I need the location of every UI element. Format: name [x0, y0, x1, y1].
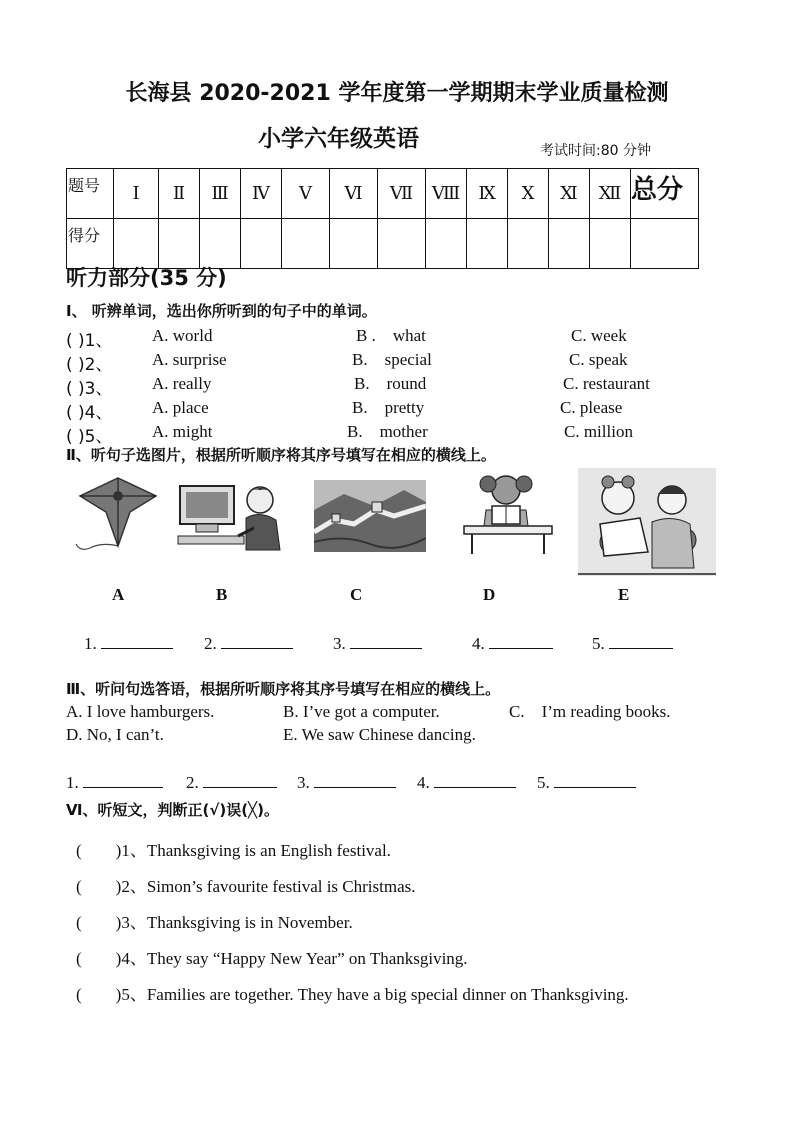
answer-bracket[interactable]: ( )2、	[66, 355, 113, 375]
answer-bracket[interactable]: ( )4、	[66, 403, 113, 423]
part2-blank-4[interactable]	[472, 632, 553, 654]
answer-line[interactable]	[83, 771, 163, 788]
question-number-label: 题号	[67, 169, 114, 219]
kite-picture	[72, 472, 164, 552]
blank-number: 1.	[84, 634, 97, 653]
score-cell[interactable]	[590, 219, 631, 269]
answer-line[interactable]	[434, 771, 516, 788]
col-11: Ⅺ	[549, 169, 590, 219]
great-wall-picture	[314, 480, 426, 552]
blank-number: 4.	[472, 634, 485, 653]
answer-bracket[interactable]: ( )5、	[66, 427, 113, 447]
answer-line[interactable]	[203, 771, 277, 788]
picture-label-c: C	[350, 585, 363, 604]
picture-label-d: D	[483, 585, 496, 604]
score-cell[interactable]	[114, 219, 159, 269]
children-picture	[578, 468, 716, 576]
answer-line[interactable]	[489, 632, 553, 649]
score-cell[interactable]	[200, 219, 241, 269]
picture-label-a: A	[112, 585, 125, 604]
option-c: C. million	[564, 422, 633, 441]
option-a: A. might	[152, 422, 213, 441]
option-b: B . what	[356, 326, 426, 345]
answer-line[interactable]	[221, 632, 293, 649]
exam-subtitle: 小学六年级英语	[258, 126, 419, 152]
answer-line[interactable]	[101, 632, 173, 649]
blank-number: 5.	[592, 634, 605, 653]
col-12: Ⅻ	[590, 169, 631, 219]
option-c: C. please	[560, 398, 623, 417]
option-b: B. round	[354, 374, 427, 393]
col-7: Ⅶ	[378, 169, 426, 219]
part3-heading: Ⅲ、听问句选答语，根据所听顺序将其序号填写在相应的横线上。	[66, 680, 501, 698]
blank-number: 1.	[66, 773, 79, 792]
exam-time: 考试时间:80 分钟	[540, 143, 651, 159]
score-cell[interactable]	[241, 219, 282, 269]
true-false-item[interactable]: ( )1、Thanksgiving is an English festival.	[76, 841, 391, 860]
option-c: C. week	[571, 326, 627, 345]
col-5: Ⅴ	[282, 169, 330, 219]
picture-label-b: B	[216, 585, 228, 604]
answer-option-c: C. I’m reading books.	[509, 702, 671, 721]
part3-blank-2[interactable]	[186, 771, 277, 793]
blank-number: 3.	[297, 773, 310, 792]
answer-line[interactable]	[554, 771, 636, 788]
score-table-score-row	[67, 219, 699, 269]
part2-blank-3[interactable]	[333, 632, 422, 654]
option-c: C. speak	[569, 350, 628, 369]
col-2: Ⅱ	[159, 169, 200, 219]
score-cell[interactable]	[508, 219, 549, 269]
part1-heading: Ⅰ、 听辨单词，选出你所听到的句子中的单词。	[66, 302, 377, 320]
score-cell[interactable]	[159, 219, 200, 269]
answer-bracket[interactable]: ( )1、	[66, 331, 113, 351]
col-10: Ⅹ	[508, 169, 549, 219]
reading-picture	[462, 470, 554, 556]
score-table	[66, 168, 699, 269]
col-3: Ⅲ	[200, 169, 241, 219]
col-1: Ⅰ	[114, 169, 159, 219]
score-label: 得分	[67, 219, 114, 269]
blank-number: 2.	[186, 773, 199, 792]
score-cell[interactable]	[378, 219, 426, 269]
part3-blank-5[interactable]	[537, 771, 636, 793]
blank-number: 2.	[204, 634, 217, 653]
answer-line[interactable]	[314, 771, 396, 788]
answer-line[interactable]	[350, 632, 422, 649]
blank-number: 4.	[417, 773, 430, 792]
true-false-item[interactable]: ( )4、They say “Happy New Year” on Thanksgiving.	[76, 949, 468, 968]
answer-option-a: A. I love hamburgers.	[66, 702, 215, 721]
option-a: A. surprise	[152, 350, 227, 369]
part3-blank-4[interactable]	[417, 771, 516, 793]
picture-label-e: E	[618, 585, 630, 604]
part4-heading: Ⅵ、听短文，判断正(√)误(╳)。	[66, 801, 279, 819]
option-a: A. really	[152, 374, 212, 393]
col-8: Ⅷ	[426, 169, 467, 219]
answer-option-d: D. No, I can’t.	[66, 725, 164, 744]
blank-number: 3.	[333, 634, 346, 653]
part2-blank-5[interactable]	[592, 632, 673, 654]
true-false-item[interactable]: ( )2、Simon’s favourite festival is Christmas.	[76, 877, 416, 896]
option-c: C. restaurant	[563, 374, 650, 393]
true-false-item[interactable]: ( )5、Families are together. They have a big special dinner on Thanksgiving.	[76, 985, 629, 1004]
part3-blank-1[interactable]	[66, 771, 163, 793]
listening-section-heading: 听力部分(35 分)	[66, 266, 227, 290]
score-cell[interactable]	[426, 219, 467, 269]
total-label: 总分	[631, 169, 699, 219]
blank-number: 5.	[537, 773, 550, 792]
col-6: Ⅵ	[330, 169, 378, 219]
true-false-item[interactable]: ( )3、Thanksgiving is in November.	[76, 913, 353, 932]
score-cell[interactable]	[549, 219, 590, 269]
answer-bracket[interactable]: ( )3、	[66, 379, 113, 399]
answer-line[interactable]	[609, 632, 673, 649]
computer-picture	[176, 480, 286, 558]
answer-option-b: B. I’ve got a computer.	[283, 702, 440, 721]
exam-title: 长海县 2020-2021 学年度第一学期期末学业质量检测	[125, 81, 669, 106]
option-a: A. world	[152, 326, 213, 345]
score-table-header-row	[67, 169, 699, 219]
option-b: B. pretty	[352, 398, 425, 417]
part3-blank-3[interactable]	[297, 771, 396, 793]
score-cell[interactable]	[330, 219, 378, 269]
option-a: A. place	[152, 398, 209, 417]
option-b: B. mother	[347, 422, 428, 441]
col-9: Ⅸ	[467, 169, 508, 219]
option-b: B. special	[352, 350, 432, 369]
score-cell[interactable]	[282, 219, 330, 269]
total-score-cell[interactable]	[631, 219, 699, 269]
score-cell[interactable]	[467, 219, 508, 269]
part2-blank-1[interactable]	[84, 632, 173, 654]
col-4: Ⅳ	[241, 169, 282, 219]
answer-option-e: E. We saw Chinese dancing.	[283, 725, 476, 744]
part2-blank-2[interactable]	[204, 632, 293, 654]
part2-heading: Ⅱ、听句子选图片，根据所听顺序将其序号填写在相应的横线上。	[66, 446, 496, 464]
